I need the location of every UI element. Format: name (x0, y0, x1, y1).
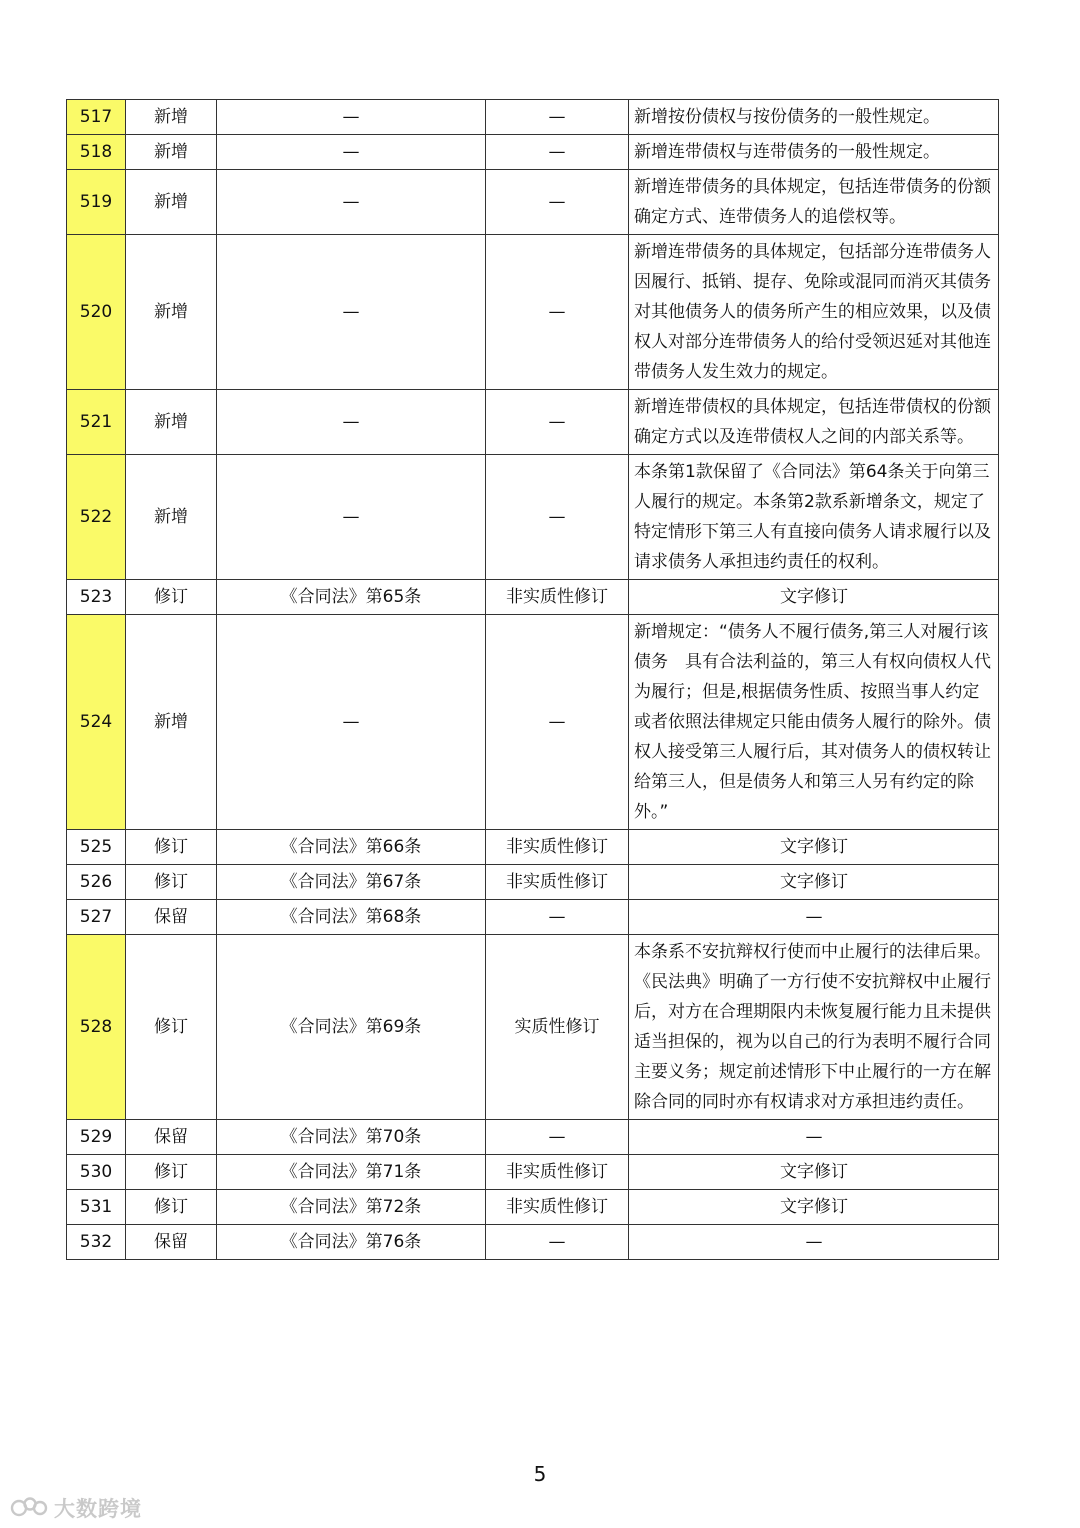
row-type: 修订 (126, 1155, 217, 1190)
row-number: 522 (67, 455, 126, 580)
row-number: 525 (67, 830, 126, 865)
table-row (67, 1190, 999, 1225)
watermark-text: 大数跨境 (54, 1497, 142, 1521)
table-row (67, 935, 999, 1120)
row-note: 新增连带债权与连带债务的一般性规定。 (629, 135, 999, 170)
comparison-table (66, 99, 999, 1260)
row-number: 531 (67, 1190, 126, 1225)
row-nature: 非实质性修订 (486, 1155, 629, 1190)
row-note: 文字修订 (629, 830, 999, 865)
row-number: 519 (67, 170, 126, 235)
row-nature: — (486, 100, 629, 135)
row-nature: 非实质性修订 (486, 830, 629, 865)
row-source: — (217, 100, 486, 135)
row-source: 《合同法》第67条 (217, 865, 486, 900)
watermark-logo-icon (10, 1494, 50, 1522)
row-note: 文字修订 (629, 865, 999, 900)
row-nature: — (486, 1225, 629, 1260)
row-nature: — (486, 1120, 629, 1155)
row-type: 修订 (126, 935, 217, 1120)
table-row (67, 235, 999, 390)
table-row (67, 100, 999, 135)
row-source: 《合同法》第70条 (217, 1120, 486, 1155)
row-nature: — (486, 900, 629, 935)
row-note: 新增连带债务的具体规定，包括部分连带债务人因履行、抵销、提存、免除或混同而消灭其债务对其他债务人的债务所产生的相应效果，以及债权人对部分连带债务人的给付受领迟延对其他连带债务人发生效力的规定。 (629, 235, 999, 390)
row-note: 新增规定：“债务人不履行债务,第三人对履行该债务 具有合法利益的，第三人有权向债权人代为履行；但是,根据债务性质、按照当事人约定或者依照法律规定只能由债务人履行的除外。债权人接受第三人履行后，其对债务人的债权转让给第三人，但是债务人和第三人另有约定的除外。” (629, 615, 999, 830)
row-nature: — (486, 135, 629, 170)
table-row (67, 170, 999, 235)
table-row (67, 390, 999, 455)
row-note: 新增按份债权与按份债务的一般性规定。 (629, 100, 999, 135)
row-nature: — (486, 170, 629, 235)
row-number: 528 (67, 935, 126, 1120)
row-number: 524 (67, 615, 126, 830)
row-nature: 非实质性修订 (486, 580, 629, 615)
row-note: 本条第1款保留了《合同法》第64条关于向第三人履行的规定。本条第2款系新增条文，规定了特定情形下第三人有直接向债务人请求履行以及请求债务人承担违约责任的权利。 (629, 455, 999, 580)
row-number: 520 (67, 235, 126, 390)
row-note: 新增连带债权的具体规定，包括连带债权的份额确定方式以及连带债权人之间的内部关系等。 (629, 390, 999, 455)
table-row (67, 1225, 999, 1260)
row-note: 文字修订 (629, 580, 999, 615)
row-type: 修订 (126, 830, 217, 865)
row-source: — (217, 615, 486, 830)
row-type: 新增 (126, 170, 217, 235)
row-nature: — (486, 235, 629, 390)
row-nature: 实质性修订 (486, 935, 629, 1120)
row-note: — (629, 1120, 999, 1155)
row-type: 新增 (126, 455, 217, 580)
table-row (67, 135, 999, 170)
row-number: 518 (67, 135, 126, 170)
row-type: 修订 (126, 1190, 217, 1225)
row-note: — (629, 900, 999, 935)
table-row (67, 865, 999, 900)
table-body (67, 100, 999, 1260)
table-row (67, 1120, 999, 1155)
row-source: — (217, 135, 486, 170)
row-number: 527 (67, 900, 126, 935)
row-type: 修订 (126, 580, 217, 615)
row-type: 新增 (126, 100, 217, 135)
row-number: 523 (67, 580, 126, 615)
row-source: — (217, 170, 486, 235)
row-number: 529 (67, 1120, 126, 1155)
row-nature: 非实质性修订 (486, 865, 629, 900)
row-source: — (217, 455, 486, 580)
row-nature: 非实质性修订 (486, 1190, 629, 1225)
row-number: 521 (67, 390, 126, 455)
row-source: — (217, 390, 486, 455)
row-number: 517 (67, 100, 126, 135)
row-type: 新增 (126, 235, 217, 390)
row-note: 文字修订 (629, 1190, 999, 1225)
row-nature: — (486, 615, 629, 830)
table-row (67, 1155, 999, 1190)
row-source: 《合同法》第69条 (217, 935, 486, 1120)
row-type: 新增 (126, 390, 217, 455)
row-source: 《合同法》第65条 (217, 580, 486, 615)
page-number: 5 (533, 1462, 547, 1486)
row-source: 《合同法》第66条 (217, 830, 486, 865)
row-source: 《合同法》第76条 (217, 1225, 486, 1260)
row-type: 修订 (126, 865, 217, 900)
row-type: 新增 (126, 135, 217, 170)
table-row (67, 830, 999, 865)
watermark (10, 1493, 142, 1523)
row-number: 530 (67, 1155, 126, 1190)
row-note: — (629, 1225, 999, 1260)
row-type: 保留 (126, 1225, 217, 1260)
row-number: 526 (67, 865, 126, 900)
row-type: 保留 (126, 900, 217, 935)
table-row (67, 580, 999, 615)
table-row (67, 900, 999, 935)
row-nature: — (486, 455, 629, 580)
row-note: 本条系不安抗辩权行使而中止履行的法律后果。《民法典》明确了一方行使不安抗辩权中止履行后，对方在合理期限内未恢复履行能力且未提供适当担保的，视为以自己的行为表明不履行合同主要义务；规定前述情形下中止履行的一方在解除合同的同时亦有权请求对方承担违约责任。 (629, 935, 999, 1120)
table-row (67, 615, 999, 830)
row-source: 《合同法》第72条 (217, 1190, 486, 1225)
row-note: 新增连带债务的具体规定，包括连带债务的份额确定方式、连带债务人的追偿权等。 (629, 170, 999, 235)
row-source: 《合同法》第68条 (217, 900, 486, 935)
row-type: 保留 (126, 1120, 217, 1155)
row-nature: — (486, 390, 629, 455)
row-source: — (217, 235, 486, 390)
row-note: 文字修订 (629, 1155, 999, 1190)
row-number: 532 (67, 1225, 126, 1260)
table-row (67, 455, 999, 580)
row-type: 新增 (126, 615, 217, 830)
row-source: 《合同法》第71条 (217, 1155, 486, 1190)
